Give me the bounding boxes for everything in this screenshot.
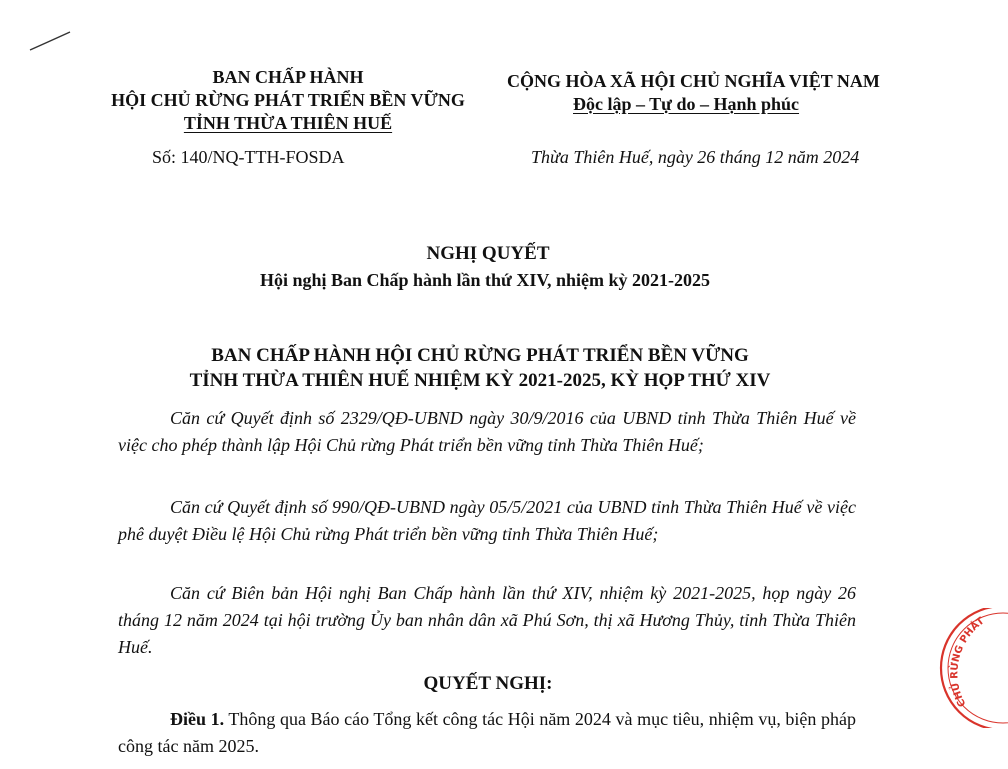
issuing-body-header — [78, 66, 498, 135]
issuing-body-line2: HỘI CHỦ RỪNG PHÁT TRIỂN BỀN VỮNG — [111, 90, 465, 110]
issuer-heading — [120, 343, 840, 393]
national-title: CỘNG HÒA XÃ HỘI CHỦ NGHĨA VIỆT NAM — [507, 71, 880, 91]
svg-text:CHỦ RỪNG PHÁT: CHỦ RỪNG PHÁT — [949, 615, 987, 709]
place-and-date: Thừa Thiên Huế, ngày 26 tháng 12 năm 2024 — [531, 147, 860, 167]
national-header — [505, 70, 976, 116]
article-1-label: Điều 1. — [170, 709, 225, 729]
article-1-text: Thông qua Báo cáo Tổng kết công tác Hội năm 2024 và mục tiêu, nhiệm vụ, biện pháp công tác năm 2025. — [118, 709, 857, 756]
document-number: Số: 140/NQ-TTH-FOSDA — [152, 147, 345, 167]
document-subtitle: Hội nghị Ban Chấp hành lần thứ XIV, nhiệm kỳ 2021-2025 — [259, 270, 711, 290]
document-title: NGHỊ QUYẾT — [426, 243, 550, 264]
issuer-line2: TỈNH THỪA THIÊN HUẾ NHIỆM KỲ 2021-2025, KỲ HỌP THỨ XIV — [189, 370, 771, 391]
preamble-item: Căn cứ Quyết định số 990/QĐ-UBND ngày 05/5/2021 của UBND tỉnh Thừa Thiên Huế về việc phê duyệt Điều lệ Hội Chủ rừng Phát triển bền vững tỉnh Thừa Thiên Huế; — [118, 497, 856, 544]
national-motto: Độc lập – Tự do – Hạnh phúc — [573, 94, 800, 114]
official-seal-stamp — [928, 608, 1008, 728]
issuing-body-line3: TỈNH THỪA THIÊN HUẾ — [183, 113, 393, 133]
issuer-line1: BAN CHẤP HÀNH HỘI CHỦ RỪNG PHÁT TRIỂN BỀN VỮNG — [211, 345, 749, 366]
issuing-body-line1: BAN CHẤP HÀNH — [212, 67, 364, 87]
preamble-item: Căn cứ Biên bản Hội nghị Ban Chấp hành lần thứ XIV, nhiệm kỳ 2021-2025, họp ngày 26 tháng 12 năm 2024 tại hội trường Ủy ban nhân dân xã Phú Sơn, thị xã Hương Thủy, tỉnh Thừa Thiên Huế. — [118, 583, 856, 657]
resolution-heading: QUYẾT NGHỊ: — [423, 673, 553, 694]
pen-mark — [28, 30, 72, 52]
article-1 — [118, 706, 856, 760]
preamble-item: Căn cứ Quyết định số 2329/QĐ-UBND ngày 30/9/2016 của UBND tỉnh Thừa Thiên Huế về việc cho phép thành lập Hội Chủ rừng Phát triển bền vững tỉnh Thừa Thiên Huế; — [118, 408, 856, 455]
